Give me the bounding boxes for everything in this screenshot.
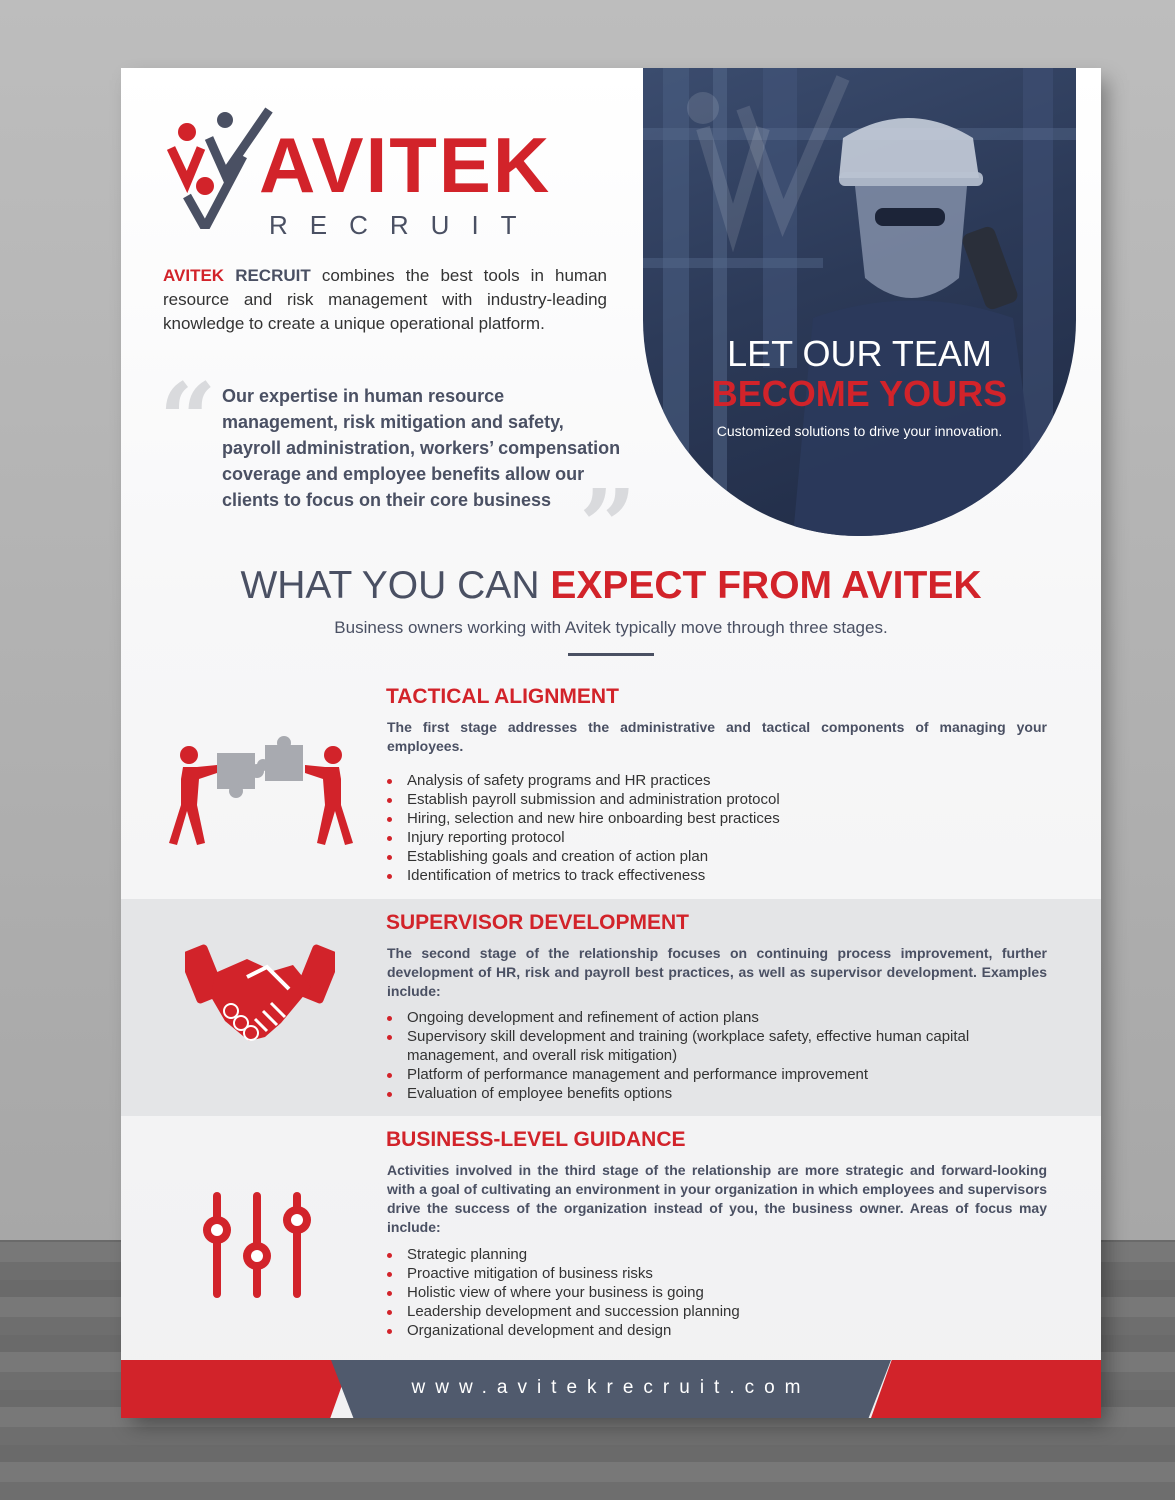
list-item: Organizational development and design — [387, 1321, 1027, 1340]
close-quote-icon: ” — [579, 467, 637, 585]
footer-accent-right — [871, 1360, 1101, 1418]
section-subtitle: Business owners working with Avitek typically move through three stages. — [334, 618, 888, 637]
stage-bullets — [387, 1008, 987, 1103]
list-item: Establishing goals and creation of action plan — [387, 847, 1027, 866]
handshake-icon — [185, 937, 335, 1049]
list-item: Supervisory skill development and training (workplace safety, effective human capital management, and overall risk mitigation) — [387, 1027, 987, 1065]
list-item: Ongoing development and refinement of action plans — [387, 1008, 987, 1027]
list-item: Evaluation of employee benefits options — [387, 1084, 987, 1103]
stage-title: BUSINESS-LEVEL GUIDANCE — [386, 1128, 686, 1151]
hero-headline-line1: LET OUR TEAM — [727, 333, 992, 374]
logo-wordmark: AVITEK — [259, 121, 552, 209]
stage-bullets — [387, 1245, 1027, 1340]
stage-description: The first stage addresses the administrative and tactical components of managing your employees. — [387, 719, 1047, 754]
list-item: Proactive mitigation of business risks — [387, 1264, 1027, 1283]
list-item: Hiring, selection and new hire onboarding best practices — [387, 809, 1027, 828]
sliders-icon — [197, 1190, 317, 1300]
stage-business-level-guidance — [121, 1116, 1101, 1360]
list-item: Leadership development and succession planning — [387, 1302, 1027, 1321]
puzzle-people-icon — [165, 735, 357, 847]
section-title-highlight: EXPECT FROM AVITEK — [550, 564, 982, 607]
intro-brand-recruit: RECRUIT — [235, 266, 311, 285]
stage-description: Activities involved in the third stage of the relationship are more strategic and forward-looking with a goal of cultivating an environment in your organization in which employees and supervisors drive the success of the organization instead of you, the business owner. Areas of focus may include: — [387, 1162, 1047, 1235]
list-item: Establish payroll submission and administration protocol — [387, 790, 1027, 809]
stage-bullets — [387, 771, 1027, 885]
logo-subtitle: RECRUIT — [269, 210, 539, 240]
stage-title: SUPERVISOR DEVELOPMENT — [386, 911, 690, 934]
list-item: Holistic view of where your business is going — [387, 1283, 1027, 1302]
stage-tactical-alignment — [121, 673, 1101, 899]
flyer — [121, 68, 1101, 1418]
list-item: Analysis of safety programs and HR practices — [387, 771, 1027, 790]
worker-photo-illustration — [643, 68, 1076, 536]
hero-headline-line2: BECOME YOURS — [711, 373, 1008, 414]
footer-website-url: www.avitekrecruit.com — [411, 1377, 811, 1398]
hero-tagline: Customized solutions to drive your innovation. — [716, 423, 1003, 439]
intro-text: combines the best tools in human resource and risk management with industry-leading knowledge to create a unique operational platform. — [163, 266, 607, 333]
intro-paragraph — [163, 264, 607, 336]
list-item: Injury reporting protocol — [387, 828, 1027, 847]
stage-supervisor-development — [121, 899, 1101, 1116]
list-item: Strategic planning — [387, 1245, 1027, 1264]
intro-brand-avitek: AVITEK — [163, 266, 225, 285]
section-title — [121, 566, 1101, 605]
stage-title: TACTICAL ALIGNMENT — [386, 685, 619, 708]
open-quote-icon: “ — [159, 361, 217, 479]
pull-quote: Our expertise in human resource management, risk mitigation and safety, payroll administration, workers’ compensation coverage and employee benefits allow our clients to focus on their core business — [222, 386, 621, 510]
section-title-plain: WHAT YOU CAN — [240, 564, 551, 607]
list-item: Platform of performance management and performance improvement — [387, 1065, 987, 1084]
list-item: Identification of metrics to track effectiveness — [387, 866, 1027, 885]
section-divider — [568, 653, 654, 656]
stage-description: The second stage of the relationship focuses on continuing process improvement, further development of HR, risk and payroll best practices, as well as supervisor development. Examples include: — [387, 945, 1047, 999]
footer-accent-left — [121, 1360, 351, 1418]
hero-photo-panel — [643, 68, 1076, 536]
